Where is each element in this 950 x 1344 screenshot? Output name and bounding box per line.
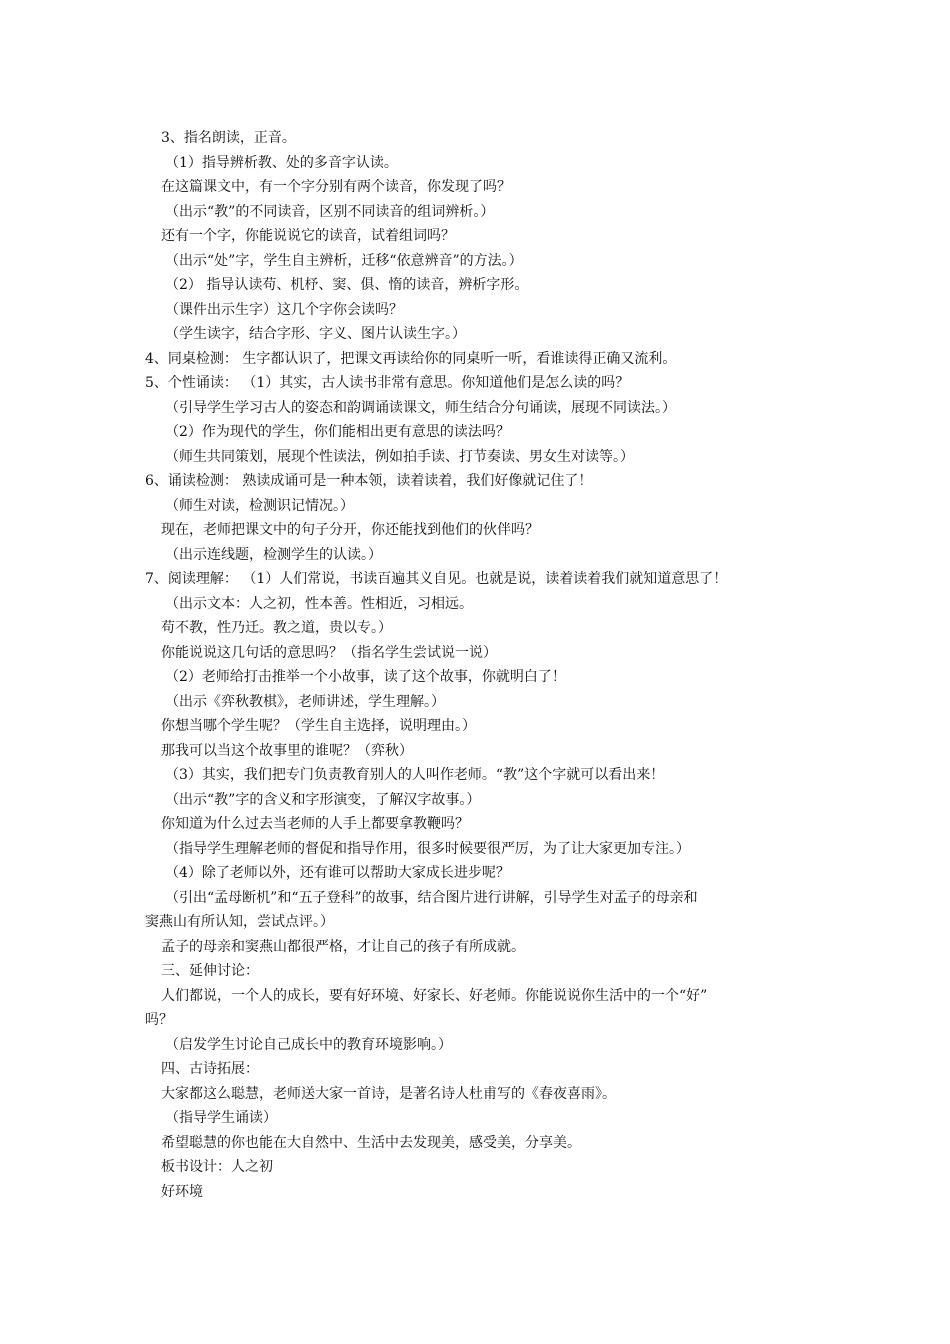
text-line: 板书设计：人之初 [161, 1159, 273, 1175]
text-line: （3）其实，我们把专门负责教育别人的人叫作老师。“教”这个字就可以看出来！ [165, 767, 665, 783]
text-line: 你想当哪个学生呢？（学生自主选择，说明理由。） [161, 718, 476, 734]
text-line: （出示《弈秋教棋》，老师讲述，学生理解。） [165, 694, 445, 710]
text-line: （2） 指导认读苟、机杼、窦、俱、惰的读音，辨析字形。 [165, 277, 529, 293]
text-line: （2）老师给打击推举一个小故事，读了这个故事，你就明白了！ [165, 669, 566, 685]
text-line: 苟不教，性乃迁。教之道，贵以专。） [161, 620, 392, 636]
text-line: （师生共同策划，展现个性读法，例如拍手读、打节奏读、男女生对读等。） [165, 449, 634, 465]
text-line: 希望聪慧的你也能在大自然中、生活中去发现美，感受美，分享美。 [161, 1135, 581, 1151]
text-line: 那我可以当这个故事里的谁呢？（弈秋） [161, 743, 413, 759]
text-line: （引出“孟母断机”和“五子登科”的故事，结合图片进行讲解，引导学生对孟子的母亲和 [165, 890, 698, 906]
text-line: 3、指名朗读，正音。 [161, 130, 296, 146]
text-line: 窦燕山有所认知，尝试点评。） [145, 914, 334, 930]
text-line: （课件出示生字）这几个字你会读吗？ [165, 302, 403, 318]
text-line: （引导学生学习古人的姿态和韵调诵读课文，师生结合分句诵读，展现不同读法。） [165, 400, 676, 416]
text-line: （出示“教”的不同读音，区别不同读音的组词辨析。） [165, 204, 495, 220]
text-line: 吗？ [145, 1012, 173, 1028]
text-line: 大家都这么聪慧，老师送大家一首诗，是著名诗人杜甫写的《春夜喜雨》。 [161, 1086, 616, 1102]
text-line: 5、个性诵读： （1）其实，古人读书非常有意思。你知道他们是怎么读的吗？ [145, 375, 630, 391]
text-line: （指导学生理解老师的督促和指导作用，很多时候要很严厉，为了让大家更加专注。） [165, 841, 690, 857]
text-line: 好环境 [161, 1184, 203, 1200]
text-line: （出示连线题，检测学生的认读。） [165, 547, 382, 563]
text-line: 你能说说这几句话的意思吗？（指名学生尝试说一说） [161, 645, 497, 661]
text-line: （师生对读，检测识记情况。） [165, 498, 354, 514]
text-line: 四、古诗拓展： [161, 1061, 259, 1077]
text-line: （1）指导辨析教、处的多音字认读。 [165, 155, 398, 171]
text-line: 还有一个字，你能说说它的读音，试着组词吗？ [161, 228, 455, 244]
text-line: （指导学生诵读） [165, 1110, 277, 1126]
text-line: 6、诵读检测： 熟读成诵可是一种本领，读着读着，我们好像就记住了！ [145, 473, 593, 489]
text-line: 你知道为什么过去当老师的人手上都要拿教鞭吗？ [161, 816, 469, 832]
text-line: （出示文本：人之初，性本善。性相近，习相远。 [165, 596, 473, 612]
text-line: 孟子的母亲和窦燕山都很严格，才让自己的孩子有所成就。 [161, 939, 525, 955]
text-line: （学生读字，结合字形、字义、图片认读生字。） [165, 326, 466, 342]
text-line: 三、延伸讨论： [161, 963, 259, 979]
text-line: （启发学生讨论自己成长中的教育环境影响。） [165, 1037, 452, 1053]
text-line: （出示“处”字，学生自主辨析，迁移“依意辨音”的方法。） [165, 253, 523, 269]
text-line: 现在，老师把课文中的句子分开，你还能找到他们的伙伴吗？ [161, 522, 539, 538]
text-line: 人们都说，一个人的成长，要有好环境、好家长、好老师。你能说说你生活中的一个“好” [161, 988, 708, 1004]
text-line: 在这篇课文中，有一个字分别有两个读音，你发现了吗？ [161, 179, 511, 195]
text-line: （出示“教”字的含义和字形演变，了解汉字故事。） [165, 792, 481, 808]
text-line: 7、阅读理解： （1）人们常说，书读百遍其义自见。也就是说，读着读着我们就知道意思了！ [145, 571, 728, 587]
text-line: 4、同桌检测： 生字都认识了，把课文再读给你的同桌听一听，看谁读得正确又流利。 [145, 351, 677, 367]
text-line: （4）除了老师以外，还有谁可以帮助大家成长进步呢？ [165, 865, 510, 881]
text-line: （2）作为现代的学生，你们能相出更有意思的读法吗？ [165, 424, 510, 440]
